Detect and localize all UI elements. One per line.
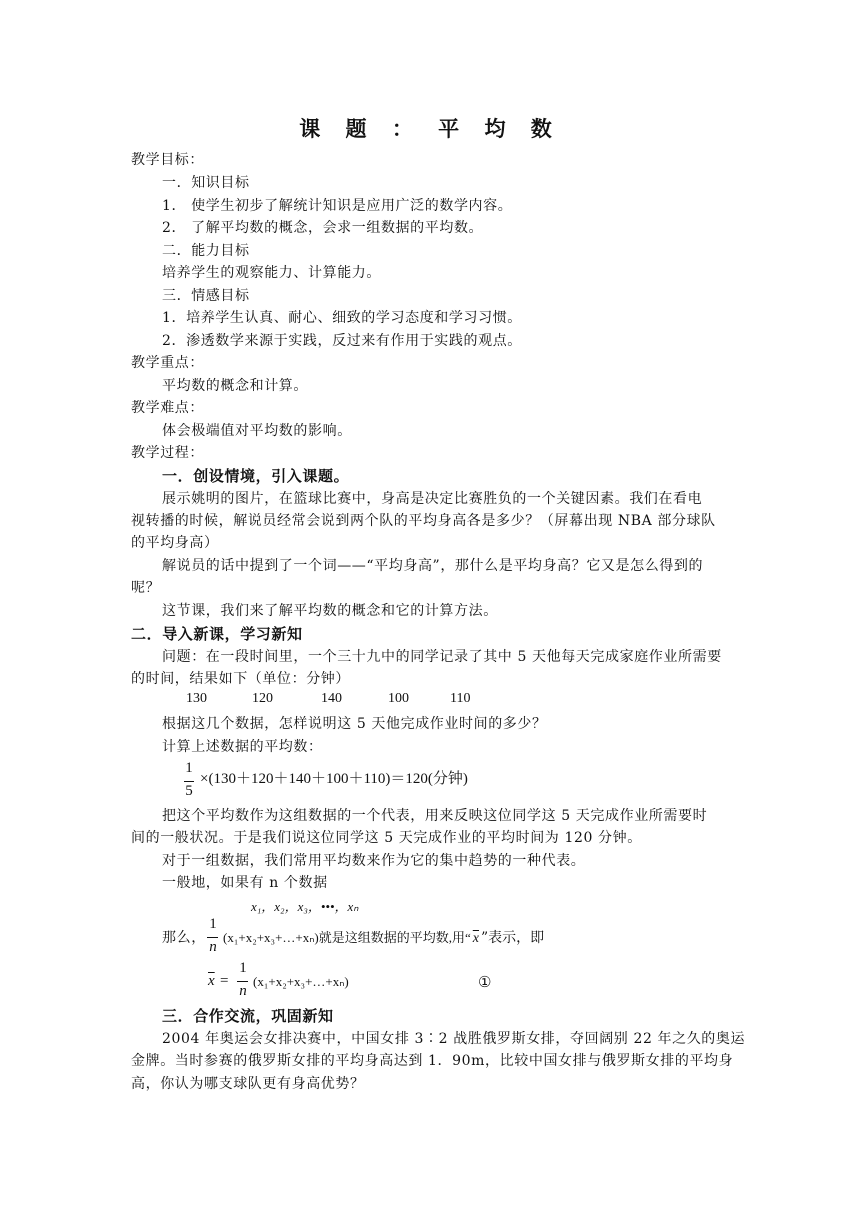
formula-3-expression: (x₁+x₂+x₃+…+xₙ) [253,974,349,989]
formula-3-numerator: 1 [239,960,247,976]
data-value: 100 [388,691,409,706]
section-3-heading: 三．合作交流，巩固新知 [162,1007,334,1025]
difficulty-heading: 教学难点： [131,400,204,416]
section-1-heading: 一．创设情境，引入课题。 [162,467,350,485]
section-1-paragraph-line: 解说员的话中提到了一个词——“平均身高”，那什么是平均身高？它又是怎么得到的 [162,558,704,574]
formula-2-expression: (x₁+x₂+x₃+…+xₙ)就是这组数据的平均数,用“ [223,930,471,945]
ability-text: 培养学生的观察能力、计算能力。 [162,265,381,281]
data-value: 130 [186,691,207,706]
formula-3-lhs: $\overline{x}$ [208,973,215,989]
process-heading: 教学过程： [131,445,204,461]
section-2-paragraph-line: 的时间，结果如下（单位：分钟） [131,671,350,687]
formula-2-numerator: 1 [209,916,217,932]
formula-1-expression: ×(130＋120＋140＋100＋110)＝120(分钟) [200,771,468,787]
fraction-bar [184,781,194,782]
section-3-paragraph-line: 高，你认为哪支球队更有身高优势？ [131,1076,365,1092]
data-value: 110 [450,691,471,706]
section-2-paragraph-line: 根据这几个数据，怎样说明这 5 天他完成作业时间的多少？ [162,716,547,732]
data-value: 140 [321,691,342,706]
section-2-paragraph-line: 间的一般状况。于是我们说这位同学这 5 天完成作业的平均时间为 120 分钟。 [131,830,642,846]
goals-heading: 教学目标： [131,152,204,168]
knowledge-heading: 一．知识目标 [162,175,250,191]
section-2-paragraph-line: 一般地，如果有 n 个数据 [162,875,328,891]
formula-1-numerator: 1 [185,760,193,776]
data-list: x₁，x₂，x₃，•••，xₙ [251,899,359,914]
emotion-item-1: 1．培养学生认真、耐心、细致的学习态度和学习习惯。 [162,310,522,326]
key-text: 平均数的概念和计算。 [162,378,308,394]
section-3-paragraph-line: 2004 年奥运会女排决赛中，中国女排 3∶2 战胜俄罗斯女排，夺回阔别 22 年之久的奥运 [162,1031,746,1047]
formula-1-denominator: 5 [185,783,193,799]
section-2-paragraph-line: 对于一组数据，我们常用平均数来作为它的集中趋势的一种代表。 [162,853,586,869]
x-bar-symbol: $\overline{x}$ [472,931,479,946]
formula-2-denominator: n [209,939,217,955]
difficulty-text: 体会极端值对平均数的影响。 [162,423,352,439]
knowledge-item-1: 1． 使学生初步了解统计知识是应用广泛的数学内容。 [162,198,513,214]
formula-2-prefix: 那么， [162,930,206,946]
section-1-paragraph-line: 这节课，我们来了解平均数的概念和它的计算方法。 [162,603,498,619]
section-2-heading: 二．导入新课，学习新知 [131,625,303,643]
section-1-paragraph-line: 的平均身高） [131,535,219,551]
section-1-paragraph-line: 展示姚明的图片，在篮球比赛中，身高是决定比赛胜负的一个关键因素。我们在看电 [162,491,703,507]
section-1-paragraph-line: 呢？ [131,580,161,596]
fraction-bar [237,981,248,982]
formula-3-marker: ① [478,973,493,991]
formula-3-equals: = [220,973,229,989]
formula-2-suffix: ”表示，即 [481,930,545,946]
ability-heading: 二．能力目标 [162,243,250,259]
section-1-paragraph-line: 视转播的时候，解说员经常会说到两个队的平均身高各是多少？（屏幕出现 NBA 部分球队 [131,513,716,529]
page-title: 课 题 ： 平 均 数 [299,116,561,141]
formula-2-line [223,927,544,950]
emotion-item-2: 2．渗透数学来源于实践，反过来有作用于实践的观点。 [162,333,522,349]
formula-3-denominator: n [239,983,247,999]
section-2-paragraph-line: 计算上述数据的平均数： [162,739,323,755]
key-heading: 教学重点： [131,355,204,371]
section-2-paragraph-line: 问题：在一段时间里，一个三十九中的同学记录了其中 5 天他每天完成家庭作业所需要 [162,649,722,665]
knowledge-item-2: 2． 了解平均数的概念，会求一组数据的平均数。 [162,220,484,236]
section-3-paragraph-line: 金牌。当时参赛的俄罗斯女排的平均身高达到 1．90m，比较中国女排与俄罗斯女排的平均身 [131,1053,734,1069]
emotion-heading: 三．情感目标 [162,288,250,304]
fraction-bar [207,937,218,938]
section-2-paragraph-line: 把这个平均数作为这组数据的一个代表，用来反映这位同学这 5 天完成作业所需要时 [162,808,708,824]
data-value: 120 [252,691,273,706]
